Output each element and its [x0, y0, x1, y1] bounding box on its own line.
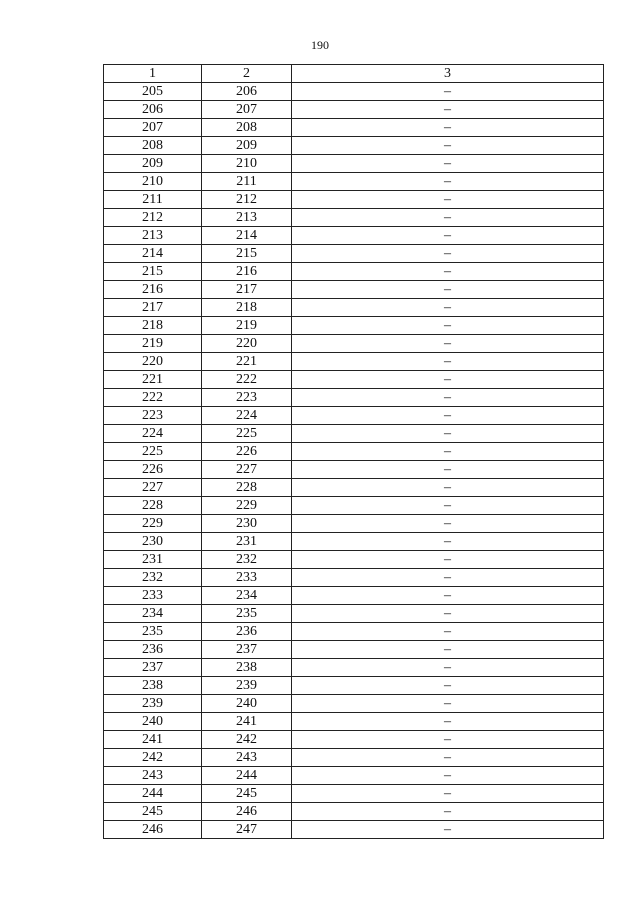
- table-cell: –: [292, 569, 604, 587]
- table-cell: 216: [202, 263, 292, 281]
- table-cell: 217: [202, 281, 292, 299]
- table-row: [104, 335, 604, 353]
- table-cell: 219: [202, 317, 292, 335]
- table-row: [104, 281, 604, 299]
- table-cell: 238: [104, 677, 202, 695]
- table-cell: 230: [202, 515, 292, 533]
- table-cell: 241: [202, 713, 292, 731]
- table-cell: –: [292, 443, 604, 461]
- table-row: [104, 155, 604, 173]
- table-row: [104, 749, 604, 767]
- table-cell: –: [292, 587, 604, 605]
- table-cell: 239: [104, 695, 202, 713]
- table-row: [104, 677, 604, 695]
- column-header: 3: [292, 65, 604, 83]
- table-cell: 229: [104, 515, 202, 533]
- table-cell: –: [292, 677, 604, 695]
- table-cell: 244: [202, 767, 292, 785]
- table-cell: 231: [104, 551, 202, 569]
- table-row: [104, 785, 604, 803]
- table-row: [104, 533, 604, 551]
- table-cell: 213: [104, 227, 202, 245]
- table-row: [104, 605, 604, 623]
- table-cell: 232: [104, 569, 202, 587]
- table-cell: 246: [104, 821, 202, 839]
- table-cell: –: [292, 317, 604, 335]
- table-row: [104, 731, 604, 749]
- table-cell: 212: [104, 209, 202, 227]
- table-row: [104, 119, 604, 137]
- table-row: [104, 209, 604, 227]
- table-row: [104, 641, 604, 659]
- table-row: [104, 515, 604, 533]
- table-cell: 213: [202, 209, 292, 227]
- table-cell: 235: [104, 623, 202, 641]
- table-cell: –: [292, 479, 604, 497]
- table-row: [104, 695, 604, 713]
- table-cell: 242: [202, 731, 292, 749]
- table-row: [104, 299, 604, 317]
- table-cell: 237: [202, 641, 292, 659]
- table-cell: 211: [202, 173, 292, 191]
- table-cell: 234: [104, 605, 202, 623]
- table-cell: 208: [202, 119, 292, 137]
- table-cell: 245: [104, 803, 202, 821]
- table-cell: –: [292, 803, 604, 821]
- table-cell: 208: [104, 137, 202, 155]
- table-cell: 210: [202, 155, 292, 173]
- table-cell: –: [292, 497, 604, 515]
- table-cell: 240: [104, 713, 202, 731]
- table-cell: –: [292, 785, 604, 803]
- header-row: [104, 65, 604, 83]
- table-cell: 228: [104, 497, 202, 515]
- table-row: [104, 425, 604, 443]
- table-cell: 210: [104, 173, 202, 191]
- table-row: [104, 227, 604, 245]
- table-cell: 226: [104, 461, 202, 479]
- table-row: [104, 263, 604, 281]
- table-cell: –: [292, 767, 604, 785]
- table-row: [104, 83, 604, 101]
- table-cell: 226: [202, 443, 292, 461]
- table-cell: 233: [104, 587, 202, 605]
- table-cell: –: [292, 137, 604, 155]
- table-cell: –: [292, 605, 604, 623]
- table-cell: 230: [104, 533, 202, 551]
- table-cell: 236: [104, 641, 202, 659]
- table-cell: 215: [104, 263, 202, 281]
- table-cell: –: [292, 191, 604, 209]
- table-cell: 218: [104, 317, 202, 335]
- table-cell: –: [292, 209, 604, 227]
- table-cell: 241: [104, 731, 202, 749]
- table-row: [104, 713, 604, 731]
- table-cell: 216: [104, 281, 202, 299]
- table-cell: 214: [104, 245, 202, 263]
- table-cell: 233: [202, 569, 292, 587]
- table-cell: 220: [202, 335, 292, 353]
- table-row: [104, 245, 604, 263]
- table-cell: –: [292, 281, 604, 299]
- table-cell: 207: [104, 119, 202, 137]
- table-cell: –: [292, 695, 604, 713]
- table-row: [104, 569, 604, 587]
- table-cell: –: [292, 407, 604, 425]
- table-cell: 243: [202, 749, 292, 767]
- table-row: [104, 101, 604, 119]
- table-cell: 227: [202, 461, 292, 479]
- table-row: [104, 137, 604, 155]
- table-cell: –: [292, 119, 604, 137]
- table-cell: –: [292, 623, 604, 641]
- table-cell: 215: [202, 245, 292, 263]
- table-row: [104, 587, 604, 605]
- table-cell: –: [292, 425, 604, 443]
- table-cell: 222: [202, 371, 292, 389]
- table-row: [104, 551, 604, 569]
- table-cell: 209: [202, 137, 292, 155]
- table-cell: 242: [104, 749, 202, 767]
- table-cell: –: [292, 101, 604, 119]
- table-cell: 225: [202, 425, 292, 443]
- table-cell: –: [292, 641, 604, 659]
- table-body: [104, 83, 604, 839]
- table-cell: 225: [104, 443, 202, 461]
- table-cell: –: [292, 335, 604, 353]
- table-row: [104, 173, 604, 191]
- table-cell: 223: [104, 407, 202, 425]
- table-cell: 246: [202, 803, 292, 821]
- table-cell: –: [292, 263, 604, 281]
- table-cell: –: [292, 533, 604, 551]
- table-row: [104, 443, 604, 461]
- table-cell: 211: [104, 191, 202, 209]
- table-cell: 227: [104, 479, 202, 497]
- table-cell: 244: [104, 785, 202, 803]
- table-cell: –: [292, 515, 604, 533]
- table-cell: –: [292, 245, 604, 263]
- table-cell: 217: [104, 299, 202, 317]
- table-cell: –: [292, 83, 604, 101]
- table-row: [104, 803, 604, 821]
- table-cell: 245: [202, 785, 292, 803]
- table-cell: 206: [104, 101, 202, 119]
- table-cell: –: [292, 713, 604, 731]
- table-row: [104, 461, 604, 479]
- table-cell: 234: [202, 587, 292, 605]
- table-cell: 207: [202, 101, 292, 119]
- table-cell: 218: [202, 299, 292, 317]
- table-row: [104, 191, 604, 209]
- table-cell: –: [292, 551, 604, 569]
- table-cell: –: [292, 461, 604, 479]
- table-cell: 240: [202, 695, 292, 713]
- table-row: [104, 497, 604, 515]
- table-cell: 206: [202, 83, 292, 101]
- table-cell: –: [292, 389, 604, 407]
- table-cell: 214: [202, 227, 292, 245]
- table-cell: –: [292, 299, 604, 317]
- table-cell: –: [292, 371, 604, 389]
- table-cell: 224: [104, 425, 202, 443]
- column-header: 1: [104, 65, 202, 83]
- table-cell: 205: [104, 83, 202, 101]
- table-cell: 232: [202, 551, 292, 569]
- table-row: [104, 767, 604, 785]
- table-cell: 221: [104, 371, 202, 389]
- table-cell: –: [292, 353, 604, 371]
- table-row: [104, 623, 604, 641]
- table-cell: 237: [104, 659, 202, 677]
- table-cell: 222: [104, 389, 202, 407]
- table-cell: 239: [202, 677, 292, 695]
- table-cell: –: [292, 173, 604, 191]
- table-cell: –: [292, 731, 604, 749]
- table-cell: 221: [202, 353, 292, 371]
- table-cell: 231: [202, 533, 292, 551]
- table-row: [104, 821, 604, 839]
- table-row: [104, 353, 604, 371]
- table-cell: 212: [202, 191, 292, 209]
- table-row: [104, 479, 604, 497]
- table-row: [104, 371, 604, 389]
- table-cell: 235: [202, 605, 292, 623]
- page-number: 190: [311, 38, 329, 52]
- table-cell: 209: [104, 155, 202, 173]
- table-cell: –: [292, 659, 604, 677]
- data-table: [103, 64, 604, 839]
- column-header: 2: [202, 65, 292, 83]
- table-cell: 236: [202, 623, 292, 641]
- table-cell: –: [292, 227, 604, 245]
- table-cell: 224: [202, 407, 292, 425]
- table-cell: 223: [202, 389, 292, 407]
- table-cell: –: [292, 749, 604, 767]
- table-row: [104, 407, 604, 425]
- table-cell: 229: [202, 497, 292, 515]
- table-cell: 243: [104, 767, 202, 785]
- table-cell: –: [292, 821, 604, 839]
- table-cell: 219: [104, 335, 202, 353]
- table-cell: 220: [104, 353, 202, 371]
- table-row: [104, 317, 604, 335]
- table-row: [104, 659, 604, 677]
- table-cell: –: [292, 155, 604, 173]
- table-cell: 238: [202, 659, 292, 677]
- table-cell: 228: [202, 479, 292, 497]
- table-cell: 247: [202, 821, 292, 839]
- table-row: [104, 389, 604, 407]
